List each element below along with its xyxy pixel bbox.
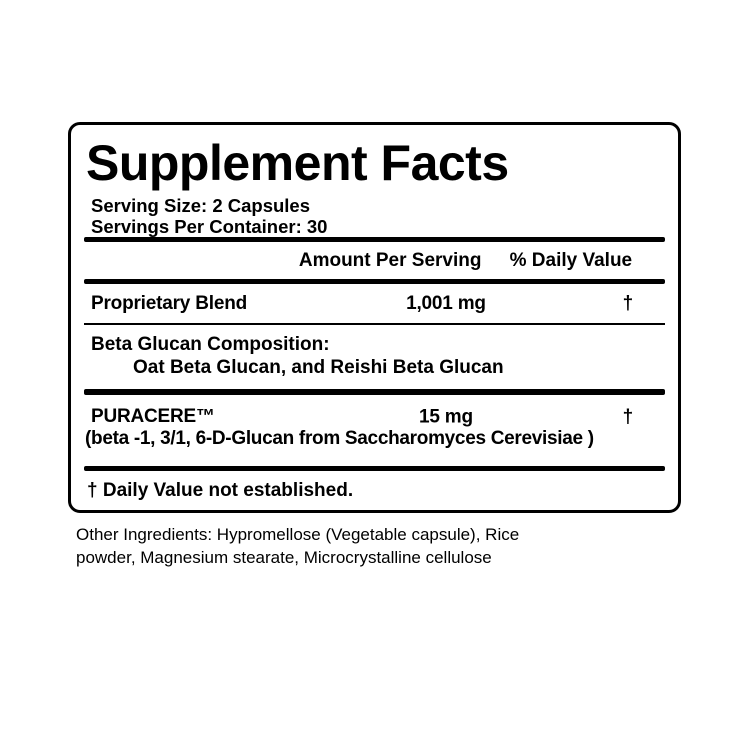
ingredient-amount: 1,001 mg — [406, 292, 486, 314]
divider-thick-above-puracere — [84, 389, 665, 395]
puracere-description: (beta -1, 3/1, 6-D-Glucan from Saccharomyces Cerevisiae ) — [85, 428, 594, 449]
ingredient-daily-value-dagger: † — [622, 292, 633, 314]
supplement-facts-panel — [68, 122, 681, 513]
column-header-row — [84, 242, 665, 279]
panel-title: Supplement Facts — [86, 135, 509, 191]
other-ingredients-text: Other Ingredients: Hypromellose (Vegetable capsule), Rice powder, Magnesium stearate, Microcrystalline cellulose — [76, 525, 520, 567]
divider-thin — [84, 323, 665, 325]
composition-heading: Beta Glucan Composition: — [91, 334, 330, 355]
serving-size-line: Serving Size: 2 Capsules — [91, 195, 311, 216]
ingredient-name: Proprietary Blend — [91, 292, 248, 314]
composition-ingredients: Oat Beta Glucan, and Reishi Beta Glucan — [133, 357, 504, 378]
daily-value-footnote: † Daily Value not established. — [87, 480, 354, 501]
ingredient-amount: 15 mg — [418, 406, 473, 427]
servings-per-container-line: Servings Per Container: 30 — [91, 215, 328, 237]
ingredient-row-proprietary-blend — [84, 284, 665, 323]
divider-thick-above-footnote — [84, 466, 665, 471]
ingredient-name: PURACERE™ — [91, 406, 215, 427]
daily-value-header: % Daily Value — [509, 249, 633, 271]
amount-per-serving-header: Amount Per Serving — [298, 249, 482, 271]
ingredient-daily-value-dagger: † — [622, 406, 633, 427]
ingredient-row-puracere — [84, 406, 665, 427]
